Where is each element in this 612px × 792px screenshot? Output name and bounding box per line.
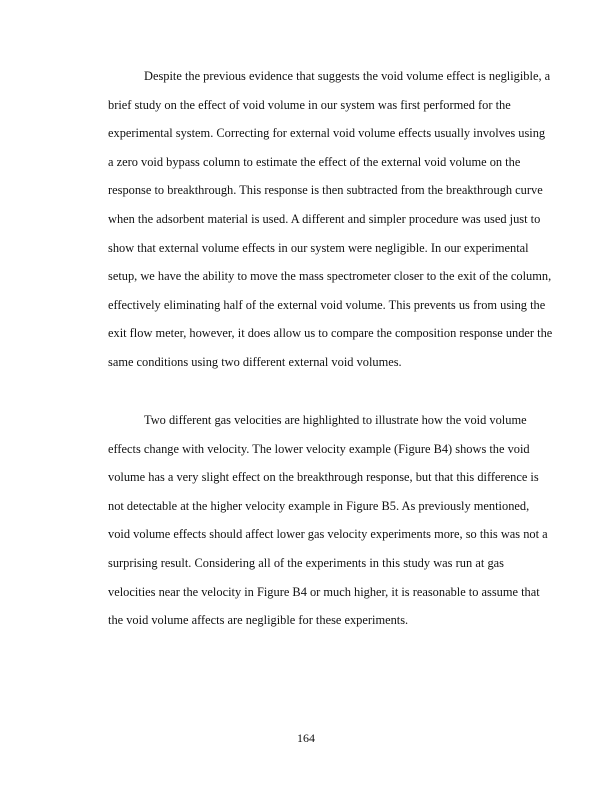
paragraph-2-line: velocities near the velocity in Figure B4 or much higher, it is reasonable to assume that	[108, 584, 540, 599]
page-number: 164	[297, 731, 315, 745]
paragraph-2-line: surprising result. Considering all of the experiments in this study was run at gas	[108, 556, 504, 570]
paragraph-1-line: same conditions using two different external void volumes.	[108, 355, 402, 369]
paragraph-2-line: Two different gas velocities are highlighted to illustrate how the void volume	[144, 413, 527, 427]
paragraph-1-line: exit flow meter, however, it does allow us to compare the composition response under the	[108, 326, 553, 341]
paragraph-2-line: not detectable at the higher velocity example in Figure B5. As previously mentioned,	[108, 498, 530, 513]
paragraph-1-line: show that external volume effects in our system were negligible. In our experimental	[108, 240, 529, 255]
paragraph-1-line: experimental system. Correcting for external void volume effects usually involves using	[108, 126, 546, 141]
paragraph-1-line: when the adsorbent material is used. A different and simpler procedure was used just to	[108, 212, 541, 226]
paragraph-2-line: volume has a very slight effect on the breakthrough response, but that this difference is	[108, 470, 539, 485]
paragraph-1-line: effectively eliminating half of the external void volume. This prevents us from using the	[108, 297, 546, 312]
paragraph-1-line: setup, we have the ability to move the mass spectrometer closer to the exit of the column,	[108, 269, 552, 284]
paragraph-2-line: void volume effects should affect lower gas velocity experiments more, so this was not a	[108, 527, 548, 542]
paragraph-2-line: the void volume affects are negligible for these experiments.	[108, 613, 409, 628]
paragraph-1-line: a zero void bypass column to estimate the effect of the external void volume on the	[108, 154, 521, 169]
paragraph-2-line: effects change with velocity. The lower velocity example (Figure B4) shows the void	[108, 441, 530, 456]
paragraph-1-line: response to breakthrough. This response is then subtracted from the breakthrough curve	[108, 183, 543, 198]
paragraph-1-line: brief study on the effect of void volume in our system was first performed for the	[108, 97, 511, 112]
paragraph-1-line: Despite the previous evidence that suggests the void volume effect is negligible, a	[144, 69, 551, 83]
